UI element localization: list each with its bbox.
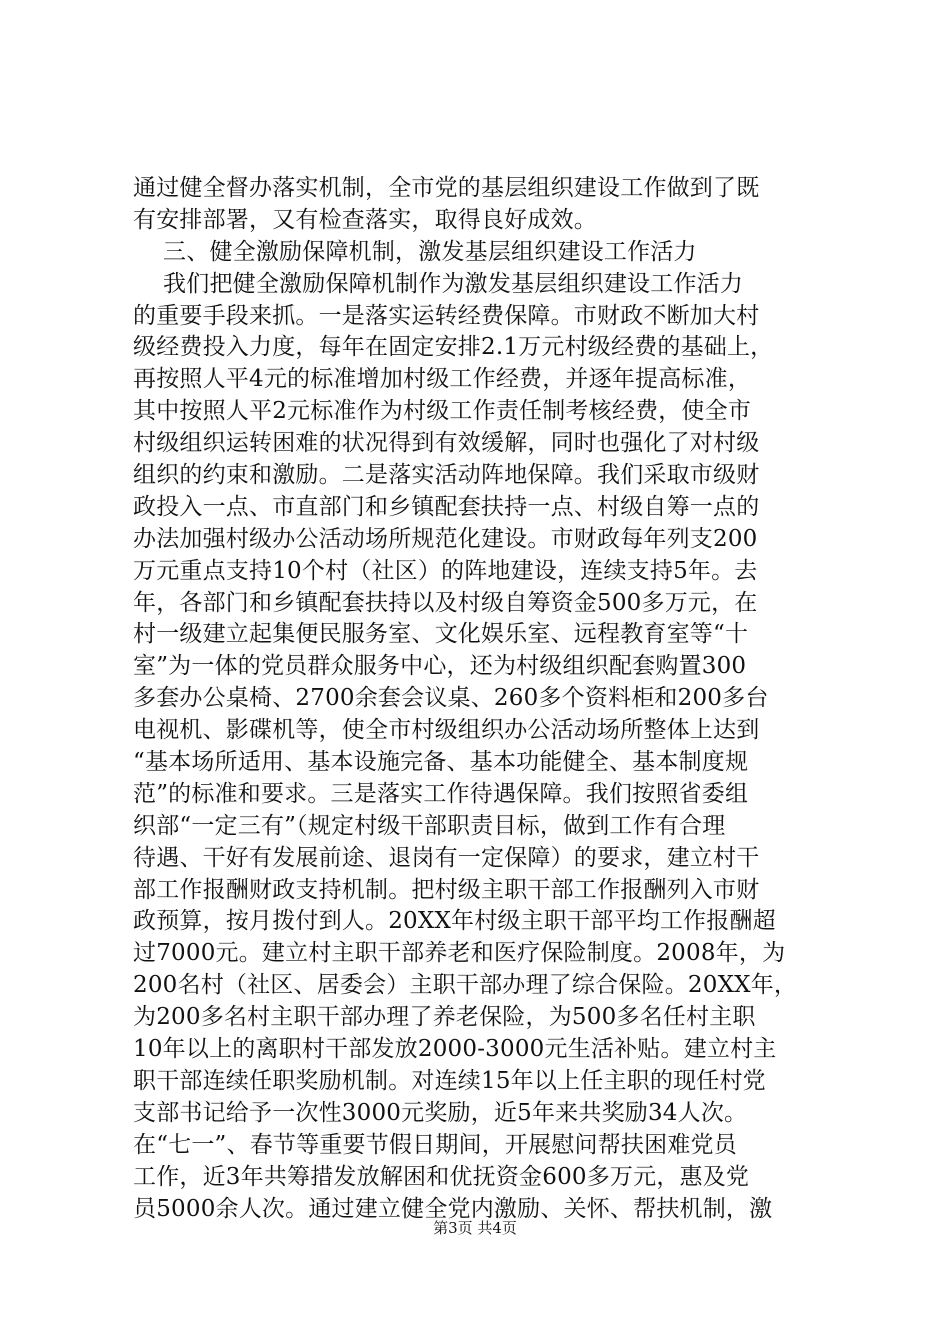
text-line: 范”的标准和要求。三是落实工作待遇保障。我们按照省委组 bbox=[133, 780, 749, 807]
text-line: 过7000元。建立村主职干部养老和医疗保险制度。2008年，为 bbox=[133, 940, 786, 967]
document-body bbox=[133, 173, 863, 1225]
text-line: 部工作报酬财政支持机制。把村级主职干部工作报酬列入市财 bbox=[133, 876, 760, 903]
text-line: 年，各部门和乡镇配套扶持以及村级自筹资金500多万元，在 bbox=[133, 589, 758, 616]
text-line: 职干部连续任职奖励机制。对连续15年以上任主职的现任村党 bbox=[133, 1067, 766, 1094]
text-line: 政投入一点、市直部门和乡镇配套扶持一点、村级自筹一点的 bbox=[133, 493, 760, 520]
text-line: 200名村（社区、居委会）主职干部办理了综合保险。20XX年， bbox=[133, 972, 798, 999]
text-line: 再按照人平4元的标准增加村级工作经费，并逐年提高标准， bbox=[133, 366, 752, 393]
text-line: 政预算，按月拨付到人。20XX年村级主职干部平均工作报酬超 bbox=[133, 908, 776, 935]
text-line: 组织的约束和激励。二是落实活动阵地保障。我们采取市级财 bbox=[133, 462, 760, 489]
text-line: 我们把健全激励保障机制作为激发基层组织建设工作活力 bbox=[133, 270, 744, 297]
text-line: 为200多名村主职干部办理了养老保险，为500多名任村主职 bbox=[133, 1004, 756, 1031]
text-line: 其中按照人平2元标准作为村级工作责任制考核经费，使全市 bbox=[133, 398, 752, 425]
text-line: 多套办公桌椅、2700余套会议桌、260多个资料柜和200多台 bbox=[133, 685, 769, 712]
text-line: 工作，近3年共筹措发放解困和优抚资金600多万元，惠及党 bbox=[133, 1163, 750, 1190]
text-line: 有安排部署，又有检查落实，取得良好成效。 bbox=[133, 206, 597, 233]
text-line: 织部“一定三有”（规定村级干部职责目标，做到工作有合理 bbox=[133, 812, 726, 839]
text-line: 电视机、影碟机等，使全市村级组织办公活动场所整体上达到 bbox=[133, 717, 760, 744]
text-line: 办法加强村级办公活动场所规范化建设。市财政每年列支200 bbox=[133, 525, 758, 552]
text-line: 的重要手段来抓。一是落实运转经费保障。市财政不断加大村 bbox=[133, 302, 760, 329]
page-footer: 第3页 共4页 bbox=[433, 1219, 517, 1237]
text-line: 在“七一”、春节等重要节假日期间，开展慰问帮扶困难党员 bbox=[133, 1131, 737, 1158]
text-line: 级经费投入力度，每年在固定安排2.1万元村级经费的基础上， bbox=[133, 334, 774, 361]
text-line: 待遇、干好有发展前途、退岗有一定保障）的要求，建立村干 bbox=[133, 844, 760, 871]
text-line: 三、健全激励保障机制，激发基层组织建设工作活力 bbox=[133, 238, 697, 265]
text-line: 村级组织运转困难的状况得到有效缓解，同时也强化了对村级 bbox=[133, 430, 760, 457]
text-line: 村一级建立起集便民服务室、文化娱乐室、远程教育室等“十 bbox=[133, 621, 749, 648]
text-line: 支部书记给予一次性3000元奖励，近5年来共奖励34人次。 bbox=[133, 1099, 748, 1126]
text-line: 员5000余人次。通过建立健全党内激励、关怀、帮扶机制，激 bbox=[133, 1195, 773, 1222]
text-line: “基本场所适用、基本设施完备、基本功能健全、基本制度规 bbox=[133, 749, 749, 776]
text-line: 万元重点支持10个村（社区）的阵地建设，连续支持5年。去 bbox=[133, 557, 758, 584]
text-line: 10年以上的离职村干部发放2000-3000元生活补贴。建立村主 bbox=[133, 1036, 777, 1063]
text-line: 室”为一体的党员群众服务中心，还为村级组织配套购置300 bbox=[133, 653, 747, 680]
text-line: 通过健全督办落实机制，全市党的基层组织建设工作做到了既 bbox=[133, 175, 760, 201]
